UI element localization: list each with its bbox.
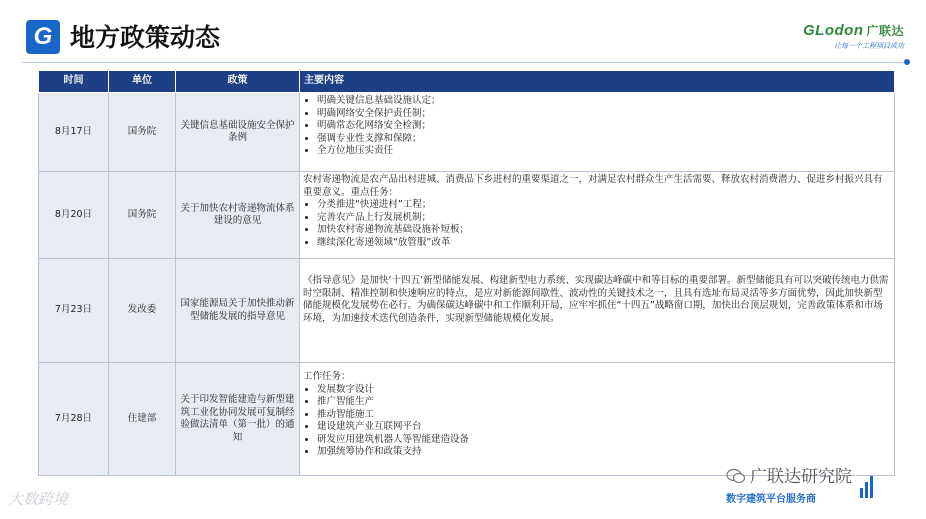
cell-date: 7月28日	[39, 363, 109, 476]
policy-table	[38, 70, 895, 476]
list-item: • 明确常态化网络安全检测；	[317, 120, 891, 133]
cell-content	[300, 363, 895, 476]
column-header-policy: 政策	[176, 71, 300, 93]
brand-name: GLodon	[803, 22, 864, 39]
cell-date: 7月23日	[39, 259, 109, 363]
table-row	[39, 172, 895, 259]
cell-unit: 国务院	[109, 172, 176, 259]
list-item: • 完善农产品上行发展机制；	[317, 212, 891, 225]
table-row	[39, 259, 895, 363]
table-row	[39, 363, 895, 476]
content-intro: 农村寄递物流是农产品出村进城、消费品下乡进村的重要渠道之一，对满足农村群众生产生活需要、释放农村消费潜力、促进乡村振兴具有重要意义。重点任务：	[303, 174, 883, 198]
column-header-unit: 单位	[109, 71, 176, 93]
cell-policy: 关键信息基础设施安全保护条例	[176, 93, 300, 172]
cell-unit: 住建部	[109, 363, 176, 476]
list-item: • 全方位地压实责任	[317, 145, 891, 158]
list-item: • 推广智能生产	[317, 396, 891, 409]
cell-content	[300, 93, 895, 172]
watermark-left: 大数跨境	[8, 490, 69, 508]
cell-policy: 关于印发智能建造与新型建筑工业化协同发展可复制经验做法清单（第一批）的通知	[176, 363, 300, 476]
logo-icon: G	[26, 20, 60, 54]
cell-policy: 国家能源局关于加快推动新型储能发展的指导意见	[176, 259, 300, 363]
table-row	[39, 93, 895, 172]
divider-dot	[904, 59, 910, 65]
list-item: • 明确网络安全保护责任制；	[317, 108, 891, 121]
brand-cn: 广联达	[866, 24, 904, 38]
cell-content	[300, 259, 895, 363]
content-intro: 工作任务：	[303, 371, 351, 382]
list-item: • 明确关键信息基础设施认定；	[317, 95, 891, 108]
cell-date: 8月20日	[39, 172, 109, 259]
cell-unit: 国务院	[109, 93, 176, 172]
list-item: • 继续深化寄递领域“放管服”改革	[317, 237, 891, 250]
wechat-icon	[726, 468, 746, 484]
list-item: • 强调专业性支撑和保障；	[317, 133, 891, 146]
bullet-list	[303, 95, 891, 158]
brand-logo	[803, 22, 904, 51]
table-header-row	[39, 71, 895, 93]
cell-policy: 关于加快农村寄递物流体系建设的意见	[176, 172, 300, 259]
cell-unit: 发改委	[109, 259, 176, 363]
watermark-right-text: 广联达研究院	[750, 467, 852, 487]
list-item: • 发展数字设计	[317, 384, 891, 397]
column-header-content: 主要内容	[300, 71, 895, 93]
column-header-date: 时间	[39, 71, 109, 93]
list-item: • 研发应用建筑机器人等智能建造设备	[317, 434, 891, 447]
list-item: • 加快农村寄递物流基础设施补短板；	[317, 224, 891, 237]
cell-content	[300, 172, 895, 259]
cell-date: 8月17日	[39, 93, 109, 172]
content-intro: 《指导意见》是加快‘十四五’新型储能发展、构建新型电力系统、实现碳达峰碳中和等目标的重要部署。新型储能具有可以突破传统电力供需时空限制、精准控制和快速响应的特点，是应对新能源间歇性、波动性的关键技术之一，且具有选址布局灵活等多方面优势，因此加快新型储能规模化发展势在必行。为确保碳达峰碳中和工作顺利开局，应牢牢抓住“十四五”战略窗口期，加快出台顶层规划，完善政策体系和市场环境，为加速技术迭代创造条件，实现新型储能规模化发展。	[303, 275, 889, 324]
list-item: • 加强统筹协作和政策支持	[317, 446, 891, 459]
bullet-list	[303, 199, 891, 249]
list-item: • 分类推进“快递进村”工程；	[317, 199, 891, 212]
service-tagline: 数字建筑平台服务商	[726, 494, 816, 505]
bars-icon	[860, 476, 875, 502]
watermark-right	[726, 462, 852, 487]
bullet-list	[303, 384, 891, 459]
list-item: • 推动智能施工	[317, 409, 891, 422]
divider	[22, 62, 908, 63]
list-item: • 建设建筑产业互联网平台	[317, 421, 891, 434]
brand-slogan: 让每一个工程项目成功	[834, 42, 904, 50]
page-title: 地方政策动态	[70, 23, 221, 52]
